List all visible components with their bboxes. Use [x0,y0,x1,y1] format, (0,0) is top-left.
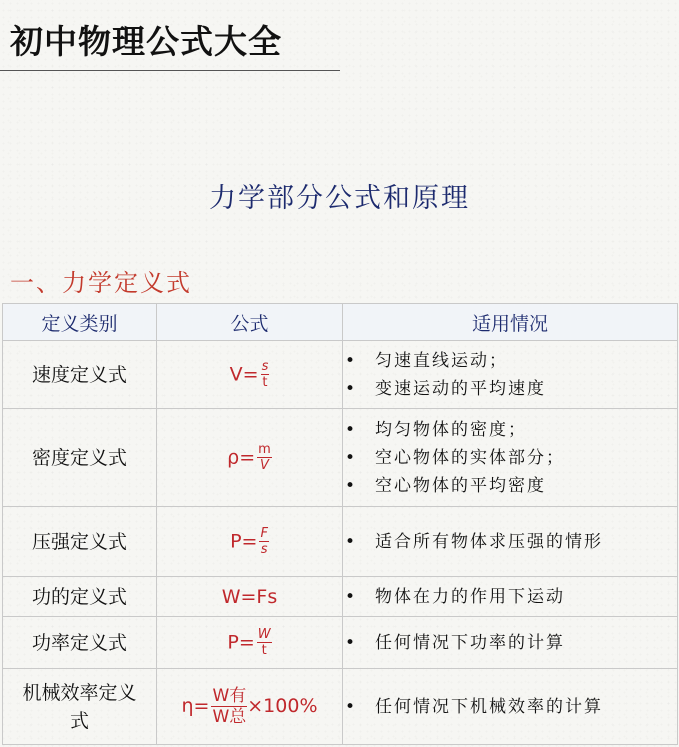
subsection-title: 一、力学定义式 [10,269,192,297]
list-item: • 匀速直线运动； [345,350,508,371]
category-cell: 机械效率定义式 [3,669,157,745]
usage-text: 物体在力的作用下运动 [375,586,565,607]
formula-rhs: ×100% [247,695,318,717]
formula-cell [157,409,343,507]
formula-table [2,303,678,745]
usage-cell [343,341,678,409]
table-row [3,409,678,507]
fraction-denominator: s [260,541,268,557]
table-row [3,507,678,577]
category-cell: 功率定义式 [3,617,157,669]
list-item: • 空心物体的实体部分； [345,447,565,468]
formula-lhs: P= [227,631,255,653]
list-item: • 适合所有物体求压强的情形 [345,531,603,552]
formula-lhs: P= [230,530,258,552]
formula-fraction [259,526,268,558]
category-cell: 压强定义式 [3,507,157,577]
section-title: 力学部分公式和原理 [209,183,470,214]
list-item: • 物体在力的作用下运动 [345,586,565,607]
formula-lhs: η= [181,695,210,717]
formula-lhs: V= [229,363,259,385]
list-item: • 变速运动的平均速度 [345,378,546,399]
fraction-numerator: F [260,525,268,541]
formula-cell [157,617,343,669]
header-formula: 公式 [157,304,343,341]
formula-cell: W=Fs [157,577,343,617]
fraction-numerator: W有 [212,686,247,706]
usage-text: 空心物体的平均密度 [375,475,546,496]
formula-fraction [257,627,272,659]
usage-cell [343,577,678,617]
category-cell: 功的定义式 [3,577,157,617]
usage-text: 均匀物体的密度； [375,419,527,440]
usage-cell [343,617,678,669]
formula-fraction [257,442,272,474]
table-row [3,669,678,745]
fraction-numerator: m [258,441,271,457]
list-item: • 任何情况下功率的计算 [345,632,565,653]
table-row [3,577,678,617]
usage-cell [343,409,678,507]
formula-fraction [261,359,270,391]
formula-fraction [211,686,247,727]
table-row [3,341,678,409]
fraction-denominator: W总 [212,707,247,727]
header-usage: 适用情况 [343,304,678,341]
page-title: 初中物理公式大全 [10,22,282,61]
usage-cell [343,507,678,577]
formula-cell [157,341,343,409]
table-row [3,617,678,669]
usage-cell [343,669,678,745]
fraction-numerator: s [261,358,269,374]
category-cell: 速度定义式 [3,341,157,409]
formula-cell [157,507,343,577]
fraction-numerator: W [257,626,271,642]
list-item: • 空心物体的平均密度 [345,475,546,496]
title-underline [0,70,340,71]
list-item: • 任何情况下机械效率的计算 [345,696,603,717]
usage-text: 适合所有物体求压强的情形 [375,531,603,552]
fraction-denominator: V [260,457,269,473]
formula-lhs: ρ= [227,446,256,468]
usage-text: 变速运动的平均速度 [375,378,546,399]
usage-text: 任何情况下机械效率的计算 [375,696,603,717]
fraction-denominator: t [261,642,267,658]
table-header-row [3,304,678,341]
formula-cell [157,669,343,745]
list-item: • 均匀物体的密度； [345,419,527,440]
category-cell: 密度定义式 [3,409,157,507]
fraction-denominator: t [262,374,268,390]
usage-text: 空心物体的实体部分； [375,447,565,468]
usage-text: 任何情况下功率的计算 [375,632,565,653]
usage-text: 匀速直线运动； [375,350,508,371]
header-category: 定义类别 [3,304,157,341]
